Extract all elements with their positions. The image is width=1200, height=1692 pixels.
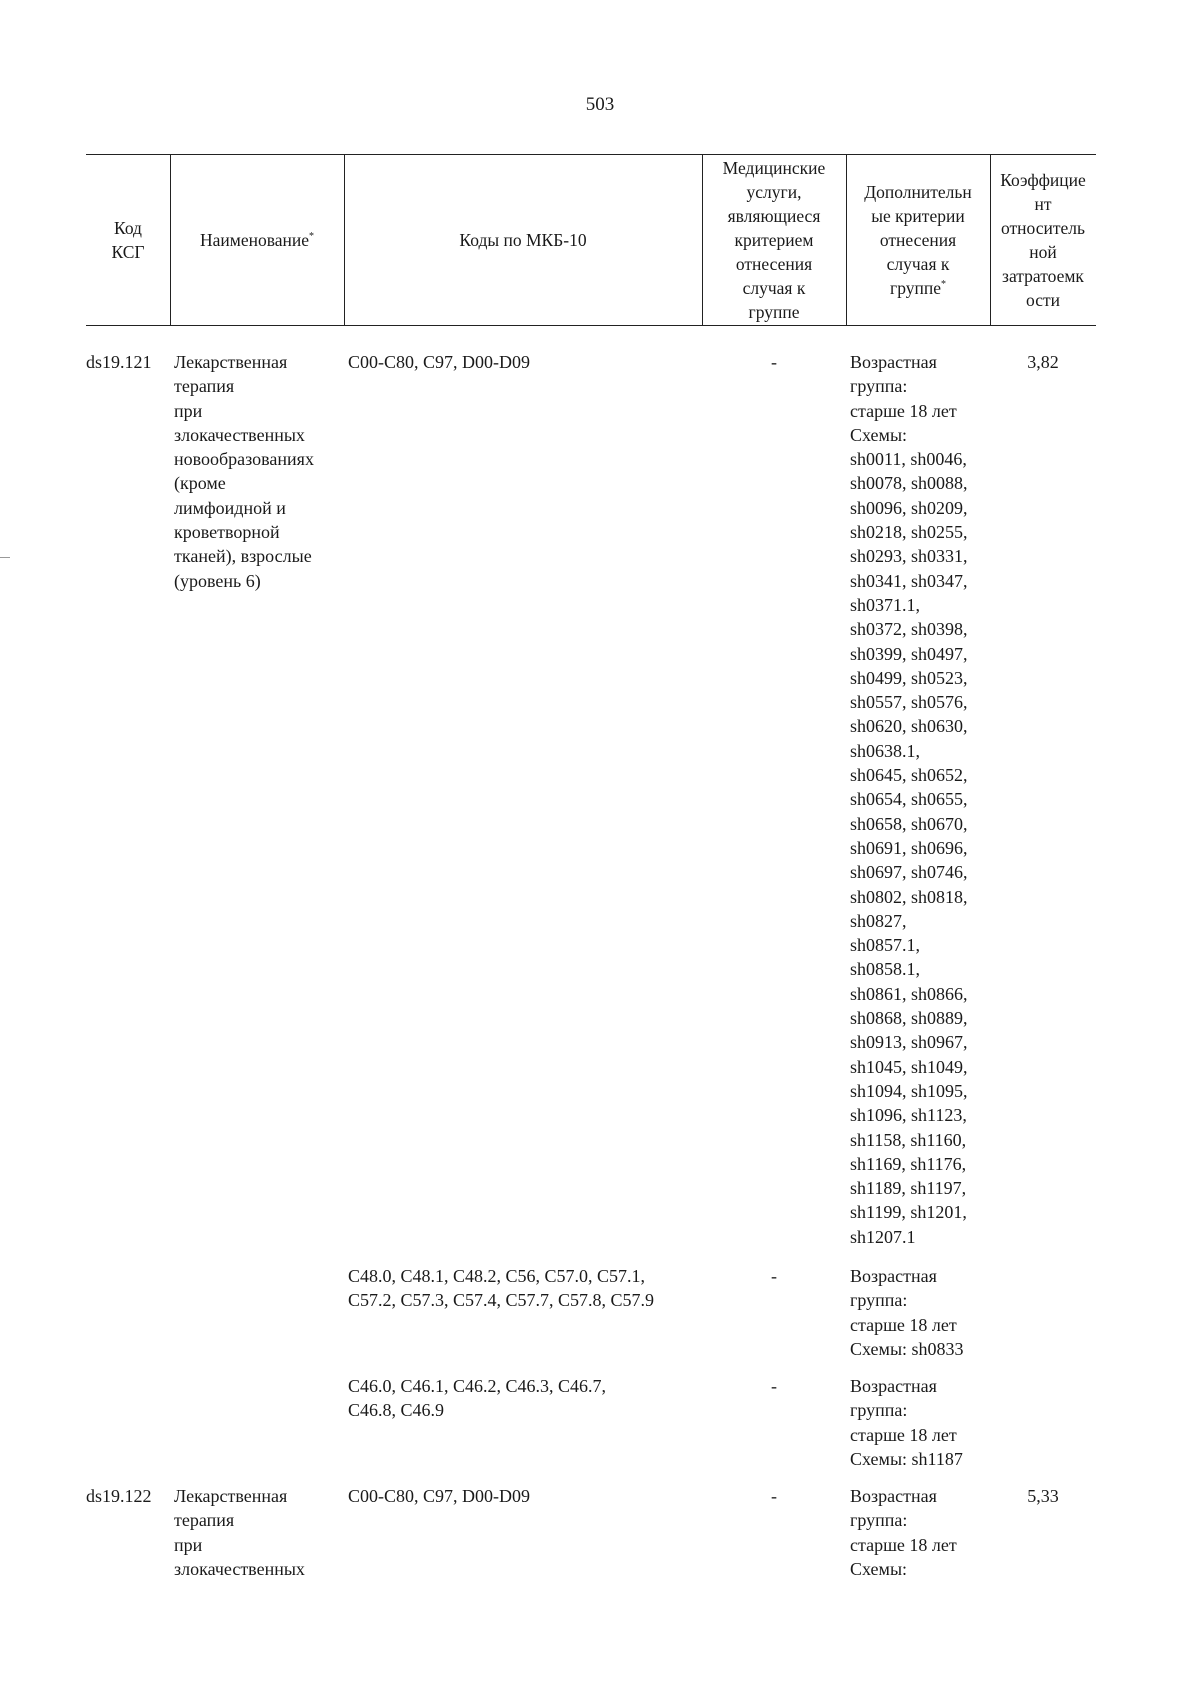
row-code: ds19.121	[86, 352, 152, 372]
header-services: Медицинские услуги, являющиеся критерием отнесения случая к группе	[722, 158, 826, 322]
additional-criteria: Возрастная группа: старше 18 лет Схемы: sh1187	[850, 1376, 963, 1469]
row-name: Лекарственная терапия при злокачественных	[174, 1486, 305, 1579]
header-code: Код КСГ	[111, 218, 145, 262]
icd-codes: C00-C80, C97, D00-D09	[348, 1486, 531, 1506]
services-value: -	[771, 1486, 777, 1506]
row-coefficient: 3,82	[1027, 352, 1059, 372]
scan-edge-mark	[0, 557, 10, 558]
additional-criteria: Возрастная группа: старше 18 лет Схемы: sh0833	[850, 1266, 964, 1359]
row-name: Лекарственная терапия при злокачественных новообразованиях (кроме лимфоидной и кроветворной тканей), взрослые (уровень 6)	[174, 352, 314, 591]
header-coefficient: Коэффицие нт относитель ной затратоемк ости	[1000, 170, 1086, 310]
additional-criteria: Возрастная группа: старше 18 лет Схемы:	[850, 1486, 957, 1579]
row-code: ds19.122	[86, 1486, 152, 1506]
icd-codes: C46.0, C46.1, C46.2, C46.3, C46.7, C46.8, C46.9	[348, 1376, 607, 1421]
icd-codes: C00-C80, C97, D00-D09	[348, 352, 531, 372]
icd-codes: C48.0, C48.1, C48.2, C56, C57.0, C57.1, C57.2, C57.3, C57.4, C57.7, C57.8, C57.9	[348, 1266, 655, 1311]
footnote-mark: *	[309, 231, 315, 243]
header-icd: Коды по МКБ-10	[459, 230, 587, 250]
footnote-mark: *	[940, 279, 946, 291]
page-number: 503	[585, 94, 615, 115]
header-criteria: Дополнительн ые критерии отнесения случая к группе*	[864, 182, 972, 298]
services-value: -	[771, 1266, 777, 1286]
header-name: Наименование*	[199, 230, 315, 250]
additional-criteria: Возрастная группа: старше 18 лет Схемы: sh0011, sh0046, sh0078, sh0088, sh0096, sh0209, sh0218, sh0255, sh0293, sh0331, sh0341, sh0347, sh0371.1, sh0372, sh0398, sh0399, sh0497, sh0499, sh0523, sh0557, sh0576, sh0620, sh0630, sh0638.1, sh0645, sh0652, sh0654, sh0655, sh0658, sh0670, sh0691, sh0696, sh0697, sh0746, sh0802, sh0818, sh0827, sh0857.1, sh0858.1, sh0861, sh0866, sh0868, sh0889, sh0913, sh0967, sh1045, sh1049, sh1094, sh1095, sh1096, sh1123, sh1158, sh1160, sh1169, sh1176, sh1189, sh1197, sh1199, sh1201, sh1207.1	[850, 352, 968, 1247]
row-coefficient: 5,33	[1027, 1486, 1059, 1506]
services-value: -	[771, 1376, 777, 1396]
services-value: -	[771, 352, 777, 372]
